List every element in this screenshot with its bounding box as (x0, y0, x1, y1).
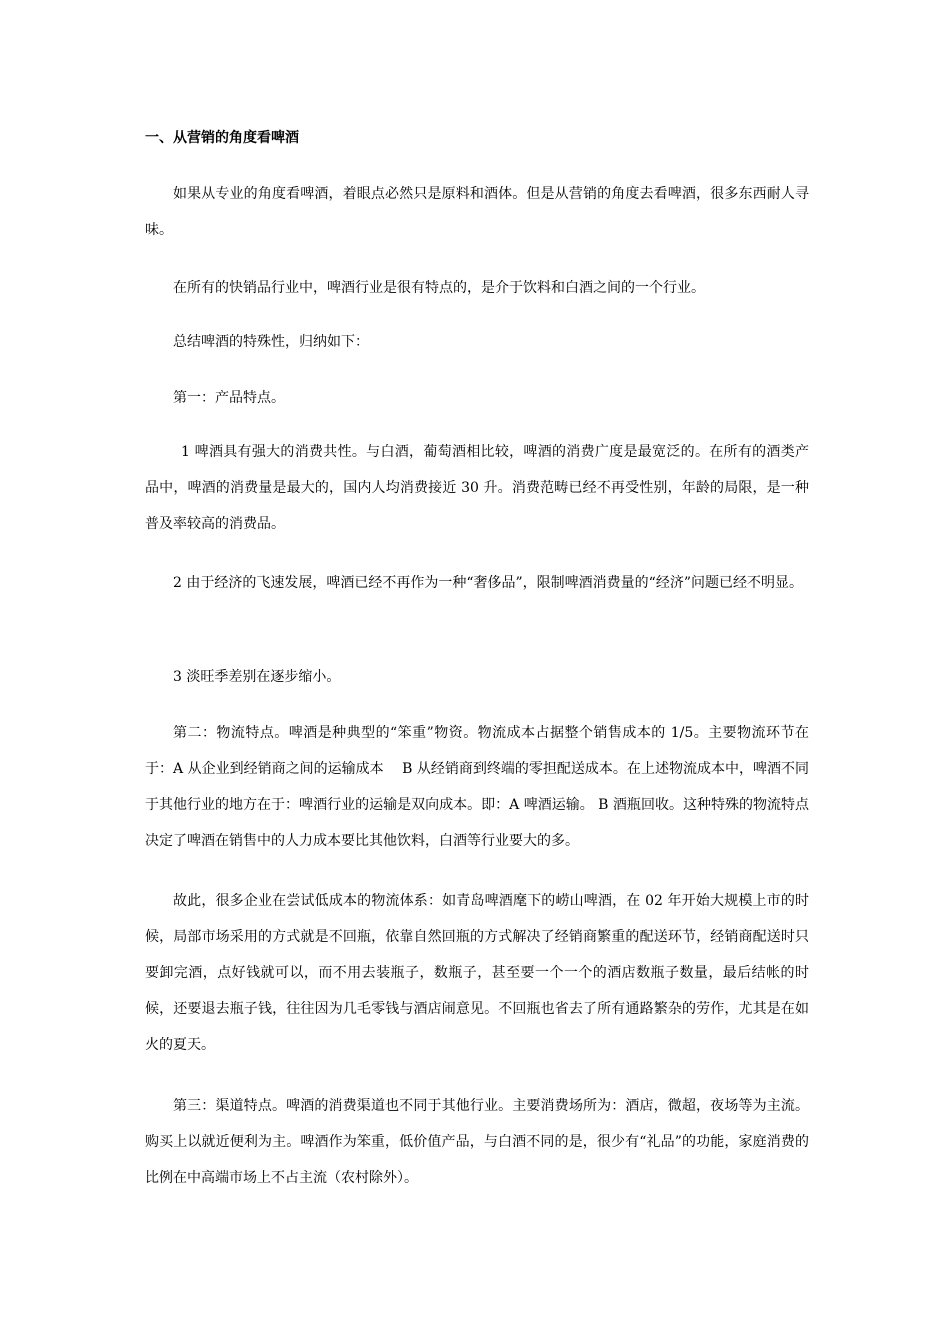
paragraph-point-2: 2 由于经济的飞速发展，啤酒已经不再作为一种“奢侈品”，限制啤酒消费量的“经济”问题已经不明显。 (173, 575, 803, 591)
paragraph-logistics: 第二：物流特点。啤酒是种典型的“笨重”物资。物流成本占据整个销售成本的 1/5。主要物流环节在于：A 从企业到经销商之间的运输成本 B 从经销商到终端的零担配送成本。在上述物流成本中，啤酒不同于其他行业的地方在于：啤酒行业的运输是双向成本。即：A 啤酒运输。 B 酒瓶回收。这种特殊的物流特点决定了啤酒在销售中的人力成本要比其他饮料，白酒等行业要大的多。 (145, 725, 809, 849)
paragraph-intro: 如果从专业的角度看啤酒，着眼点必然只是原料和酒体。但是从营销的角度去看啤酒，很多东西耐人寻味。 (145, 186, 809, 238)
paragraph-industry: 在所有的快销品行业中，啤酒行业是很有特点的，是介于饮料和白酒之间的一个行业。 (173, 280, 705, 296)
paragraph-summary: 总结啤酒的特殊性，归纳如下： (173, 334, 369, 350)
paragraph-point-1: 1 啤酒具有强大的消费共性。与白酒，葡萄酒相比较，啤酒的消费广度是最宽泛的。在所有的酒类产品中，啤酒的消费量是最大的，国内人均消费接近 30 升。消费范畴已经不再受性别，年龄的局限，是一种普及率较高的消费品。 (145, 444, 809, 532)
paragraph-product-heading: 第一：产品特点。 (173, 390, 285, 406)
document-page (145, 0, 809, 1344)
paragraph-low-cost-logistics: 故此，很多企业在尝试低成本的物流体系：如青岛啤酒麾下的崂山啤酒，在 02 年开始大规模上市的时候，局部市场采用的方式就是不回瓶，依靠自然回瓶的方式解决了经销商繁重的配送环节，经销商配送时只要卸完酒，点好钱就可以，而不用去装瓶子，数瓶子，甚至要一个一个的酒店数瓶子数量，最后结帐的时候，还要退去瓶子钱，往往因为几毛零钱与酒店闹意见。不回瓶也省去了所有通路繁杂的劳作，尤其是在如火的夏天。 (145, 893, 809, 1053)
paragraph-channel: 第三：渠道特点。啤酒的消费渠道也不同于其他行业。主要消费场所为：酒店，微超，夜场等为主流。购买上以就近便利为主。啤酒作为笨重，低价值产品，与白酒不同的是，很少有“礼品”的功能，家庭消费的比例在中高端市场上不占主流（农村除外）。 (145, 1098, 809, 1186)
section-heading: 一、从营销的角度看啤酒 (145, 130, 299, 146)
paragraph-point-3: 3 淡旺季差别在逐步缩小。 (173, 669, 341, 685)
